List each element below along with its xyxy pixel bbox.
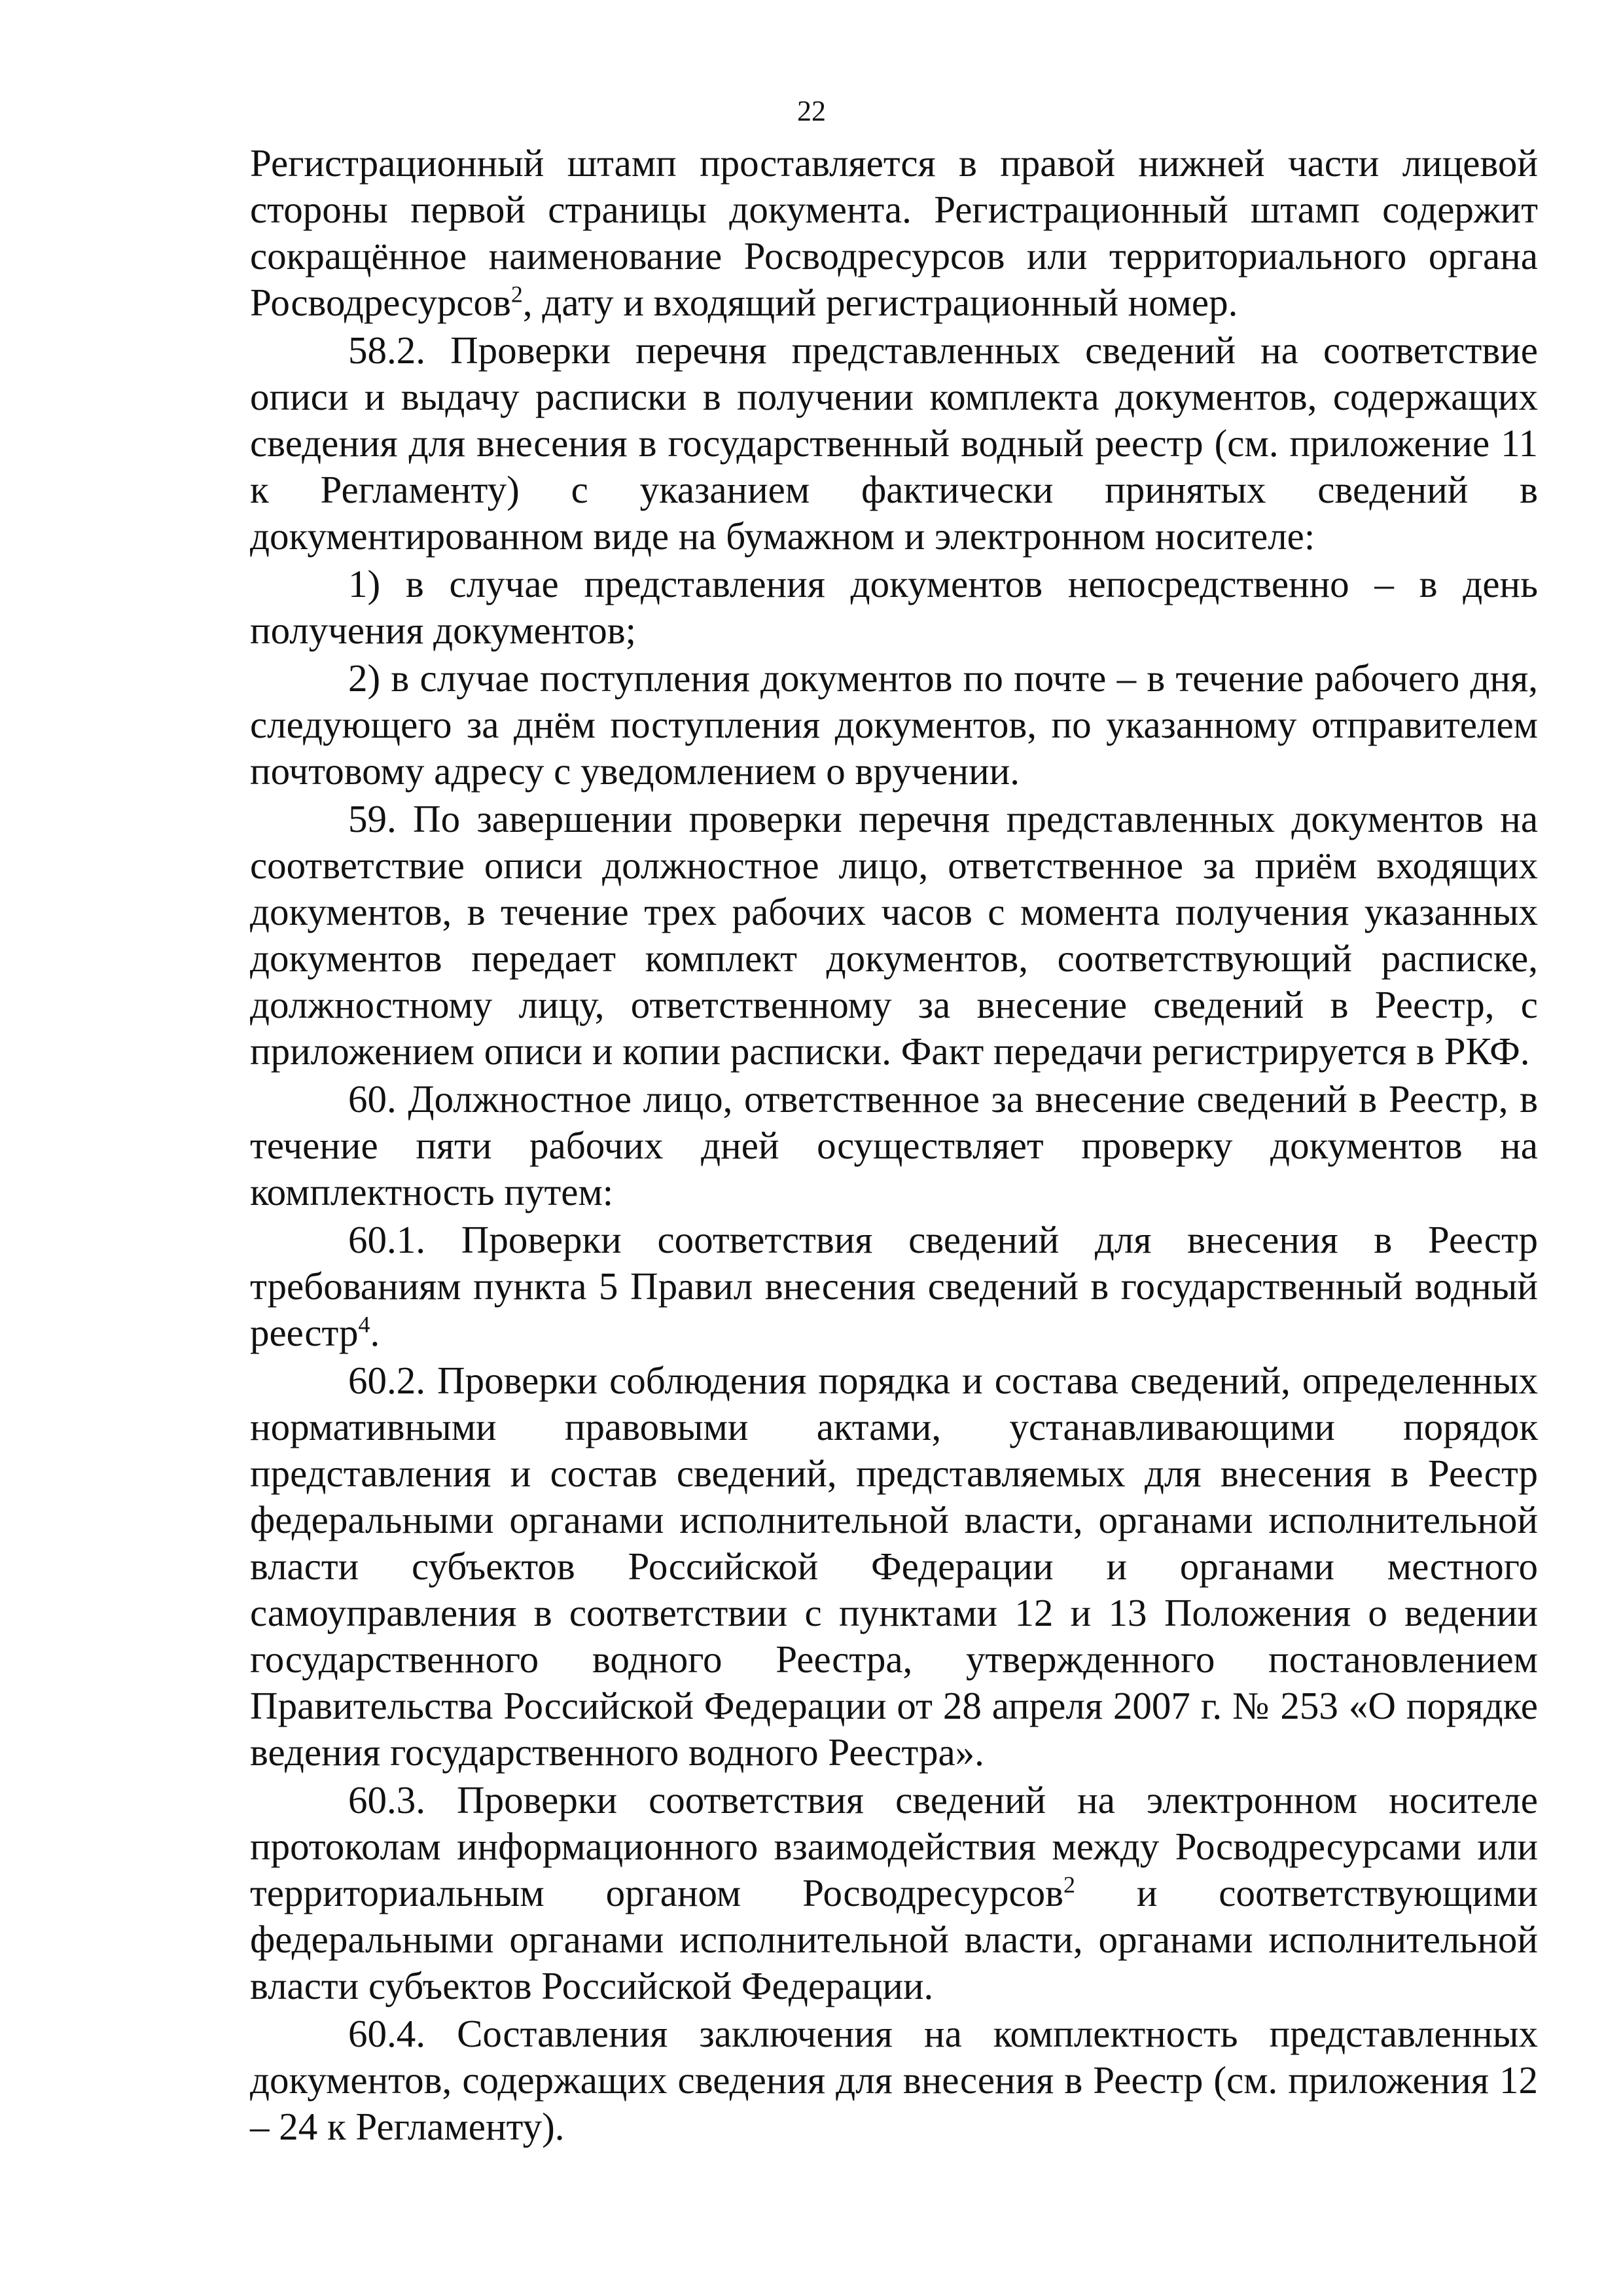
paragraph-stamp	[250, 140, 1538, 326]
paragraph-text: 60.1. Проверки соответствия сведений для внесения в Реестр требованиям пункта 5 Правил внесения сведений в государственный водный реестр	[250, 1218, 1538, 1354]
paragraph-60-3	[250, 1777, 1538, 2009]
paragraph-text: 60.3. Проверки соответствия сведений на электронном носителе протоколам информационного взаимодействия между Росводресурсами или территориальным органом Росводресурсов	[250, 1778, 1538, 1914]
footnote-ref: 4	[358, 1311, 370, 1338]
footnote-ref: 2	[1063, 1871, 1075, 1898]
paragraph-text-tail: , дату и входящий регистрационный номер.	[522, 281, 1238, 324]
paragraph-60: 60. Должностное лицо, ответственное за внесение сведений в Реестр, в течение пяти рабочих дней осуществляет проверку документов на комплектность путем:	[250, 1077, 1538, 1213]
paragraph-60-2: 60.2. Проверки соблюдения порядка и состава сведений, определенных нормативными правовыми актами, устанавливающими порядок представления и состав сведений, представляемых для внесения в Реестр федеральными органами исполнительной власти, органами исполнительной власти субъектов Российской Федерации и органами местного самоуправления в соответствии с пунктами 12 и 13 Положения о ведении государственного водного Реестра, утвержденного постановлением Правительства Российской Федерации от 28 апреля 2007 г. № 253 «О порядке ведения государственного водного Реестра».	[250, 1359, 1538, 1774]
footnote-ref: 2	[510, 281, 523, 308]
paragraph-text-tail: и соответствующими федеральными органами исполнительной власти, органами исполнительной власти субъектов Российской Федерации.	[250, 1871, 1538, 2007]
paragraph-item-2: 2) в случае поступления документов по почте – в течение рабочего дня, следующего за днём поступления документов, по указанному отправителем почтовому адресу с уведомлением о вручении.	[250, 656, 1538, 793]
paragraph-text-tail: .	[370, 1311, 380, 1354]
paragraph-59: 59. По завершении проверки перечня представленных документов на соответствие описи должностное лицо, ответственное за приём входящих документов, в течение трех рабочих часов с момента получения указанных документов передает комплект документов, соответствующий расписке, должностному лицу, ответственному за внесение сведений в Реестр, с приложением описи и копии расписки. Факт передачи регистрируется в РКФ.	[250, 797, 1538, 1073]
page-number: 22	[797, 95, 826, 127]
paragraph-text: Регистрационный штамп проставляется в правой нижней части лицевой стороны первой страницы документа. Регистрационный штамп содержит сокращённое наименование Росводресурсов или территориального органа Росводресурсов	[250, 141, 1538, 324]
paragraph-60-1	[250, 1217, 1538, 1356]
paragraph-58-2: 58.2. Проверки перечня представленных сведений на соответствие описи и выдачу расписки в получении комплекта документов, содержащих сведения для внесения в государственный водный реестр (см. приложение 11 к Регламенту) с указанием фактически принятых сведений в документированном виде на бумажном и электронном носителе:	[250, 329, 1538, 558]
paragraph-item-1: 1) в случае представления документов непосредственно – в день получения документов;	[250, 562, 1538, 652]
document-body	[250, 140, 1538, 2151]
paragraph-60-4: 60.4. Составления заключения на комплектность представленных документов, содержащих сведения для внесения в Реестр (см. приложения 12 – 24 к Регламенту).	[250, 2012, 1538, 2148]
